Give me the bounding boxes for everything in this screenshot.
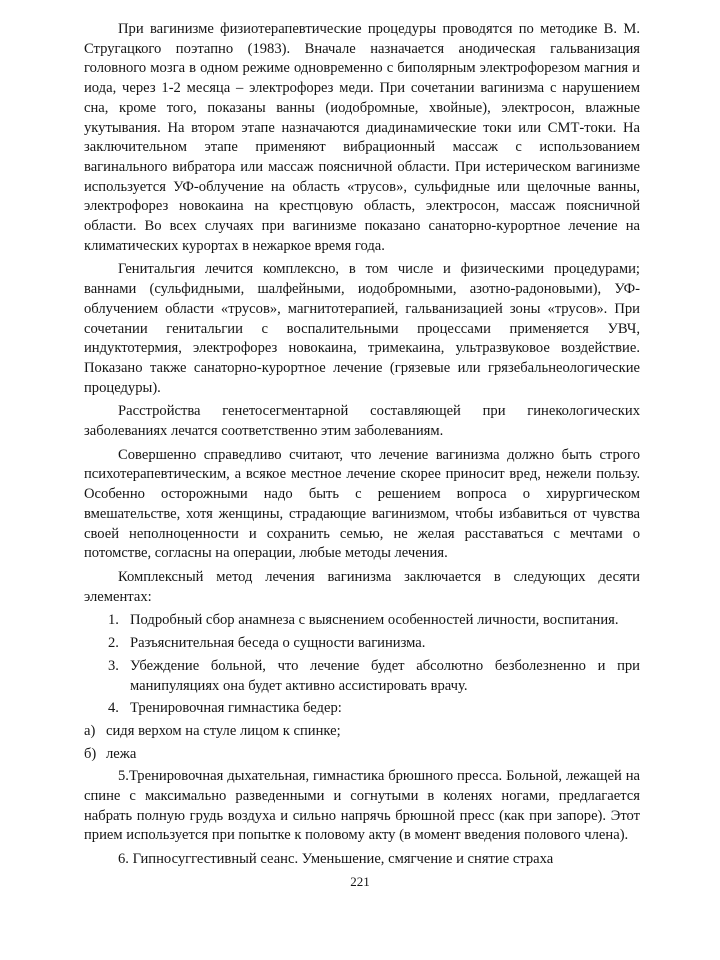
list-marker: 2. [108,635,119,652]
sub-list-item [84,745,640,765]
sub-list-marker: а) [84,722,96,739]
sub-list-item-text: лежа [106,745,137,762]
sub-list-item-text: сидя верхом на стуле лицом к спинке; [106,722,341,739]
list-item [84,657,640,696]
list-item [84,699,640,719]
paragraph-genitalgia: Генитальгия лечится комплексно, в том числе и физическими процедурами; ваннами (сульфидными, шалфейными, иодобромными, азотно-радоновыми), УФ-облучением области «трусов», магнитотерапией, гальванизацией зоны «трусов». При сочетании генитальгии с воспалительными процессами применяется УВЧ, индуктотермия, электрофорез новокаина, тримекаина, ультразвуковое воздействие. Показано также санаторно-курортное лечение (грязевые или грязебальнеологические процедуры). [84,261,640,396]
page-number: 221 [350,874,370,889]
paragraph-psychotherapy: Совершенно справедливо считают, что лечение вагинизма должно быть строго психотерапевтическим, а всякое местное лечение скорее приносит вред, нежели пользу. Особенно осторожными надо быть с решением вопроса о хирургическом вмешательстве, хотя женщины, страдающие вагинизмом, чтобы избавиться от чувства своей неполноценности и сохранить семью, не желая расставаться с мечтами о потомстве, согласны на операции, любые методы лечения. [84,446,640,562]
paragraph-genetosegmental: Расстройства генетосегментарной составляющей при гинекологических заболеваниях лечатся соответственно этим заболеваниям. [84,403,640,440]
page-text [84,20,640,874]
list-marker: 3. [108,657,119,674]
list-item-5: 5.Тренировочная дыхательная, гимнастика брюшного пресса. Больной, лежащей на спине с максимально разведенными и согнутыми в коленях ногами, предлагается набрать полную грудь воздуха и сильно напрячь брюшной пресс (как при запоре). Этот прием используется при попытке к половому акту (в момент введения полового члена). [84,768,640,844]
list-item-text: Подробный сбор анамнеза с выяснением особенностей личности, воспитания. [130,612,619,629]
list-marker: 4. [108,700,119,717]
paragraph-vaginismus-physiotherapy: При вагинизме физиотерапевтические процедуры проводятся по методике В. М. Стругацкого поэтапно (1983). Вначале назначается анодическая гальванизация головного мозга в одном режиме одновременно с биполярным электрофорезом магния и иода, через 1-2 месяца – электрофорез меди. При сочетании вагинизма с нарушением сна, кроме того, показаны ванны (иодобромные, хвойные), электросон, влажные укутывания. На втором этапе назначаются диадинамические токи или СМТ-токи. На заключительном этапе применяют вибрационный массаж с использованием вагинального вибратора или массаж поясничной области. При истерическом вагинизме используется УФ-облучение на область «трусов», сульфидные или щелочные ванны, электрофорез новокаина на крестцовую область, электросон, массаж поясничной области. Во всех случаях при вагинизме показано санаторно-курортное лечение на климатических курортах в нежаркое время года. [84,21,640,254]
list-marker: 1. [108,612,119,629]
paragraph-complex-method: Комплексный метод лечения вагинизма заключается в следующих десяти элементах: [84,568,640,605]
list-item-6: 6. Гипносуггестивный сеанс. Уменьшение, смягчение и снятие страха [118,851,554,868]
list-item [84,611,640,631]
list-item-text: Убеждение больной, что лечение будет абсолютно безболезненно и при манипуляциях она будет активно ассистировать врачу. [130,657,640,694]
list-item [84,634,640,654]
list-item-text: Тренировочная гимнастика бедер: [130,700,342,717]
sub-list-item [84,722,640,742]
list-item-text: Разъяснительная беседа о сущности вагинизма. [130,635,426,652]
sub-list-marker: б) [84,745,97,762]
